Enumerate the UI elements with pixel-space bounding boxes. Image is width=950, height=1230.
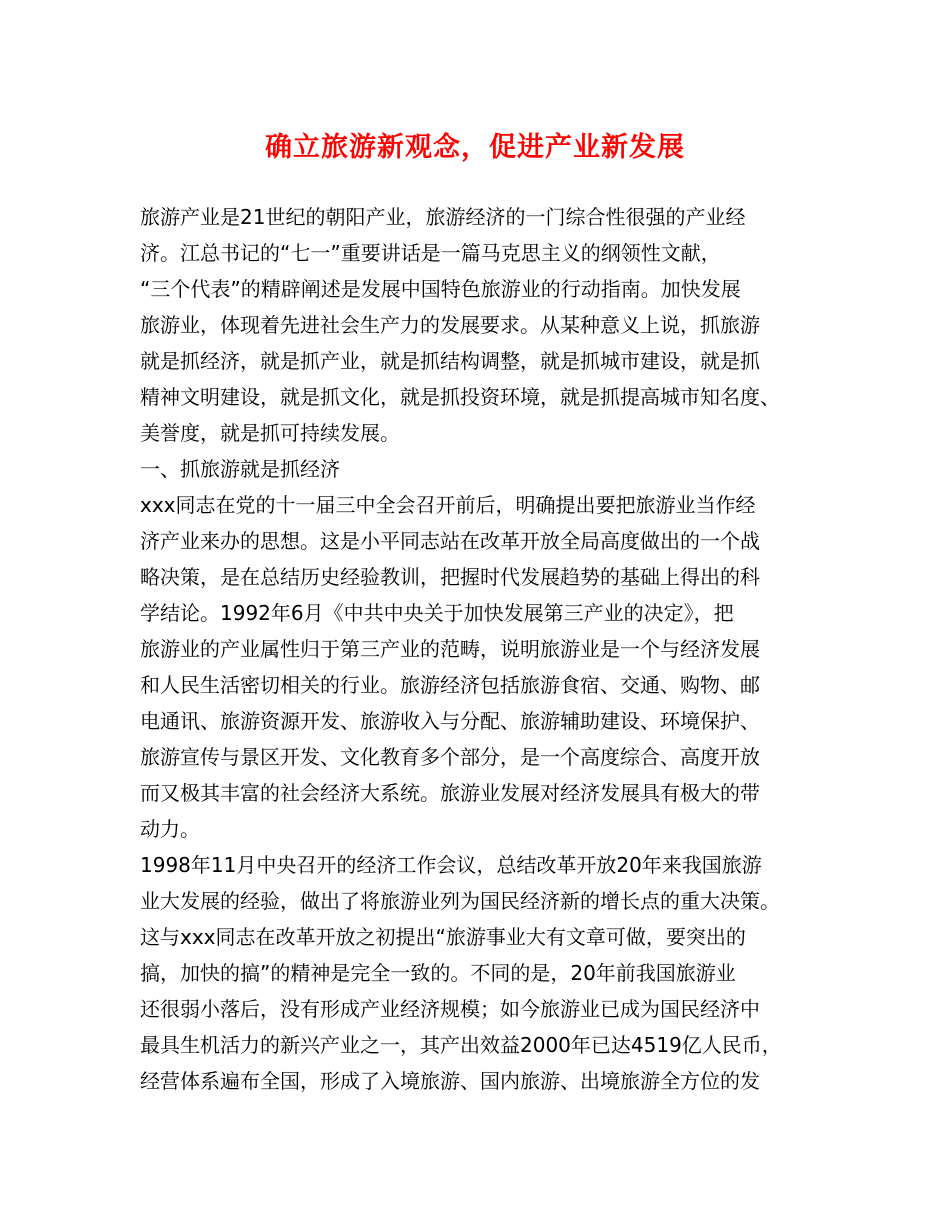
text-line: 电通讯、旅游资源开发、旅游收入与分配、旅游辅助建设、环境保护、 (140, 709, 760, 733)
text-line: 精神文明建设，就是抓文化，就是抓投资环境，就是抓提高城市知名度、 (140, 385, 780, 409)
text-line: 旅游宣传与景区开发、文化教育多个部分，是一个高度综合、高度开放 (140, 745, 760, 769)
text-line: 最具生机活力的新兴产业之一，其产出效益2000年已达4519亿人民币， (140, 1033, 782, 1057)
text-line: 这与xxx同志在改革开放之初提出“旅游事业大有文章可做，要突出的 (140, 925, 746, 949)
text-line: 1998年11月中央召开的经济工作会议，总结改革开放20年来我国旅游 (140, 853, 762, 877)
text-line: 搞，加快的搞”的精神是完全一致的。不同的是，20年前我国旅游业 (140, 961, 736, 985)
text-line: 还很弱小落后，没有形成产业经济规模；如今旅游业已成为国民经济中 (140, 997, 760, 1021)
text-line: 略决策，是在总结历史经验教训，把握时代发展趋势的基础上得出的科 (140, 565, 760, 589)
text-line: 业大发展的经验，做出了将旅游业列为国民经济新的增长点的重大决策。 (140, 889, 780, 913)
text-line: “三个代表”的精辟阐述是发展中国特色旅游业的行动指南。加快发展 (140, 277, 741, 301)
text-line: 和人民生活密切相关的行业。旅游经济包括旅游食宿、交通、购物、邮 (140, 673, 760, 697)
text-line: 而又极其丰富的社会经济大系统。旅游业发展对经济发展具有极大的带 (140, 781, 760, 805)
text-line: 旅游业的产业属性归于第三产业的范畴，说明旅游业是一个与经济发展 (140, 637, 760, 661)
text-line: 就是抓经济，就是抓产业，就是抓结构调整，就是抓城市建设，就是抓 (140, 349, 760, 373)
document-title: 确立旅游新观念，促进产业新发展 (265, 132, 685, 163)
text-line: 动力。 (140, 817, 200, 841)
text-line: 旅游产业是21世纪的朝阳产业，旅游经济的一门综合性很强的产业经 (140, 205, 746, 229)
text-line: 旅游业，体现着先进社会生产力的发展要求。从某种意义上说，抓旅游 (140, 313, 760, 337)
text-line: 济产业来办的思想。这是小平同志站在改革开放全局高度做出的一个战 (140, 529, 760, 553)
text-line: 经营体系遍布全国，形成了入境旅游、国内旅游、出境旅游全方位的发 (140, 1069, 760, 1093)
text-line: xxx同志在党的十一届三中全会召开前后，明确提出要把旅游业当作经 (140, 493, 756, 517)
text-line: 济。江总书记的“七一”重要讲话是一篇马克思主义的纲领性文献， (140, 241, 721, 265)
text-line: 学结论。1992年6月《中共中央关于加快发展第三产业的决定》，把 (140, 601, 734, 625)
text-line: 一、抓旅游就是抓经济 (140, 457, 340, 481)
text-line: 美誉度，就是抓可持续发展。 (140, 421, 400, 445)
document-body (140, 199, 820, 1099)
